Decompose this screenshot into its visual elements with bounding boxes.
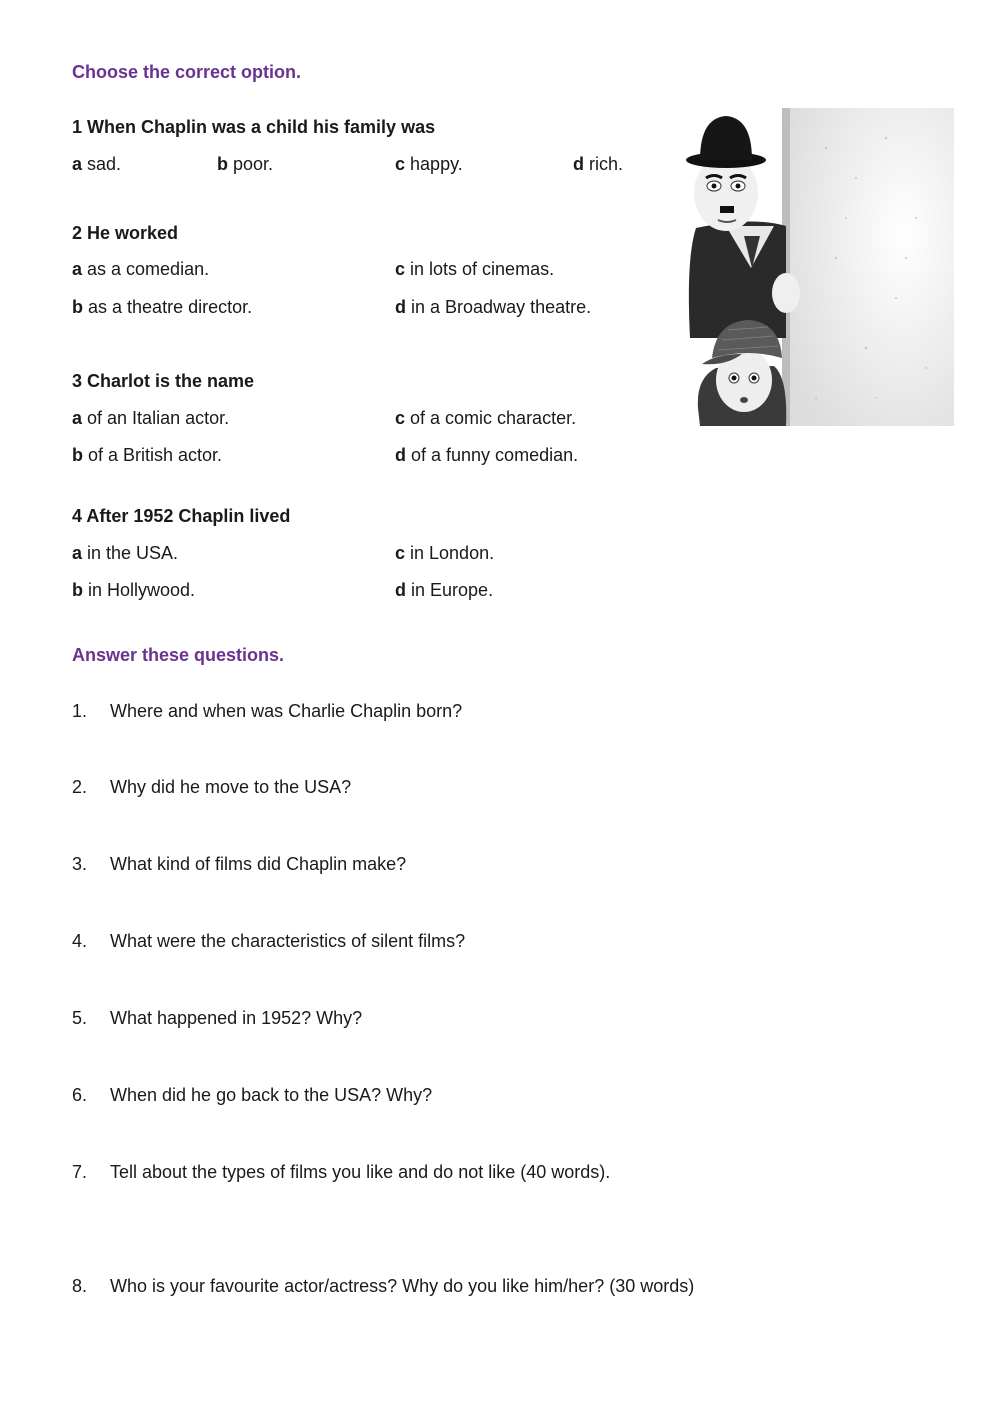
open-question-7: [72, 1162, 87, 1183]
question-4-option-d[interactable]: [395, 580, 493, 601]
open-question-8-text: Who is your favourite actor/actress? Why do you like him/her? (30 words): [110, 1276, 695, 1296]
question-3-title: 3 Charlot is the name: [72, 371, 255, 391]
option-text: of an Italian actor.: [82, 408, 230, 428]
option-text: poor.: [228, 154, 274, 174]
option-letter: d: [395, 445, 406, 465]
question-2-option-d[interactable]: [395, 297, 591, 318]
open-question-6-text: When did he go back to the USA? Why?: [110, 1085, 433, 1105]
option-text: in lots of cinemas.: [405, 259, 555, 279]
open-question-8: [72, 1276, 87, 1297]
open-question-2: [72, 777, 87, 798]
open-question-1-text: Where and when was Charlie Chaplin born?: [110, 701, 463, 721]
option-text: as a comedian.: [82, 259, 210, 279]
option-text: rich.: [589, 154, 624, 174]
question-4-option-c[interactable]: [395, 543, 494, 564]
question-1-option-d[interactable]: [573, 154, 623, 175]
open-question-7-text: Tell about the types of films you like and do not like (40 words).: [110, 1162, 611, 1182]
option-text: of a comic character.: [405, 408, 577, 428]
chaplin-photo: [656, 108, 954, 426]
option-letter: d: [395, 297, 406, 317]
option-text: in London.: [405, 543, 495, 563]
question-number: 8.: [72, 1276, 88, 1296]
question-number: 4.: [72, 931, 88, 951]
question-number: 3.: [72, 854, 88, 874]
option-letter: b: [217, 154, 228, 174]
question-1-option-c[interactable]: [395, 154, 463, 175]
open-question-1: [72, 701, 87, 722]
option-text: in the USA.: [82, 543, 179, 563]
option-text: happy.: [410, 154, 463, 174]
open-question-6: [72, 1085, 87, 1106]
option-letter: c: [395, 154, 406, 174]
option-text: in Hollywood.: [83, 580, 196, 600]
option-letter: c: [395, 259, 406, 279]
question-2-title: 2 He worked: [72, 223, 179, 243]
question-1-option-a[interactable]: [72, 154, 121, 175]
open-question-3-text: What kind of films did Chaplin make?: [110, 854, 407, 874]
option-text: as a theatre director.: [88, 297, 253, 317]
option-letter: d: [573, 154, 584, 174]
option-letter: a: [72, 543, 83, 563]
option-letter: a: [72, 408, 83, 428]
question-3-option-d[interactable]: [395, 445, 578, 466]
option-text: sad.: [82, 154, 122, 174]
question-number: 1.: [72, 701, 88, 721]
chaplin-photo-illustration: [656, 108, 954, 426]
option-letter: c: [395, 543, 406, 563]
question-2-option-b[interactable]: [72, 297, 252, 318]
option-text: of a British actor.: [83, 445, 223, 465]
question-number: 7.: [72, 1162, 88, 1182]
option-letter: b: [72, 580, 83, 600]
question-4-option-b[interactable]: [72, 580, 195, 601]
question-number: 2.: [72, 777, 88, 797]
option-letter: b: [72, 297, 83, 317]
open-question-3: [72, 854, 87, 875]
option-letter: a: [72, 154, 83, 174]
question-3-option-b[interactable]: [72, 445, 222, 466]
section-heading-choose: Choose the correct option.: [72, 62, 302, 82]
option-letter: d: [395, 580, 406, 600]
open-question-5: [72, 1008, 87, 1029]
option-text: of a funny comedian.: [406, 445, 579, 465]
option-letter: b: [72, 445, 83, 465]
option-text: in a Broadway theatre.: [411, 297, 592, 317]
option-text: in Europe.: [411, 580, 494, 600]
question-2-option-c[interactable]: [395, 259, 554, 280]
question-number: 6.: [72, 1085, 88, 1105]
question-4-option-a[interactable]: [72, 543, 178, 564]
question-number: 5.: [72, 1008, 88, 1028]
open-question-2-text: Why did he move to the USA?: [110, 777, 352, 797]
section-heading-answer: Answer these questions.: [72, 645, 285, 665]
option-letter: a: [72, 259, 83, 279]
open-question-5-text: What happened in 1952? Why?: [110, 1008, 363, 1028]
question-4-title: 4 After 1952 Chaplin lived: [72, 506, 291, 526]
question-1-title: 1 When Chaplin was a child his family was: [72, 117, 436, 137]
question-1-option-b[interactable]: [217, 154, 273, 175]
question-2-option-a[interactable]: [72, 259, 209, 280]
option-letter: c: [395, 408, 406, 428]
open-question-4-text: What were the characteristics of silent films?: [110, 931, 466, 951]
question-3-option-c[interactable]: [395, 408, 576, 429]
question-3-option-a[interactable]: [72, 408, 229, 429]
open-question-4: [72, 931, 87, 952]
